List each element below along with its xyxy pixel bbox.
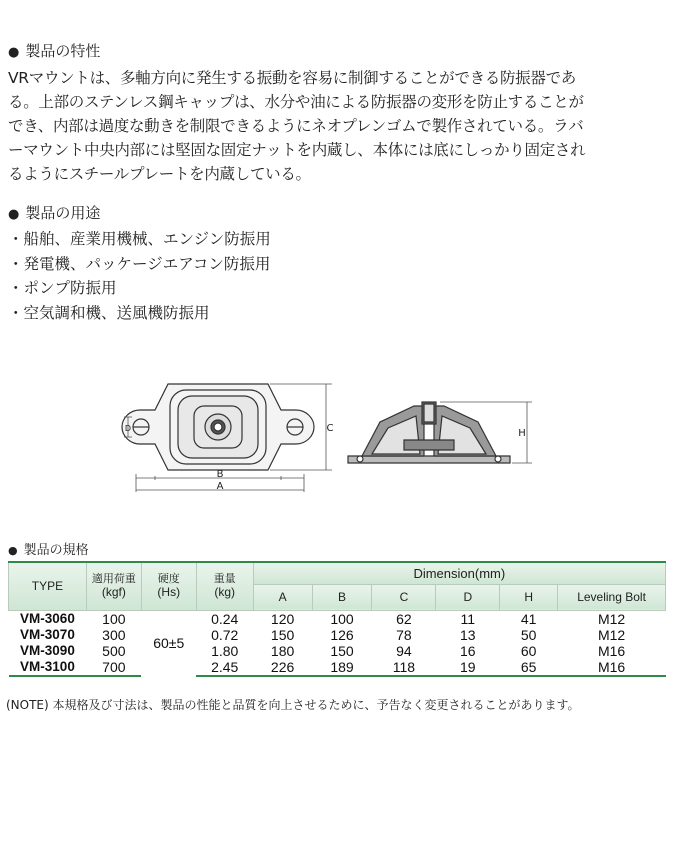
cell-d: 13 [460, 626, 476, 643]
list-item: ・発電機、パッケージエアコン防振用 [8, 254, 271, 273]
top-view [122, 384, 314, 470]
cell-h: 60 [520, 642, 537, 659]
th-load-unit: (kgf) [101, 585, 126, 600]
cell-type: VM-3070 [20, 626, 75, 642]
cell-load: 100 [102, 610, 126, 627]
th-bolt: Leveling Bolt [558, 584, 666, 610]
cell-d: 19 [436, 659, 500, 676]
table-row [9, 643, 666, 659]
cell-type: VM-3060 [20, 610, 75, 626]
cell-weight: 0.72 [211, 626, 239, 643]
cell-load: 300 [102, 626, 126, 643]
cell-c: 78 [396, 626, 412, 643]
bullet-icon: ● [8, 544, 18, 557]
dim-h-label: H [518, 428, 526, 439]
cell-h: 50 [520, 626, 537, 643]
cell-weight: 2.45 [196, 659, 253, 676]
table-row [9, 627, 666, 643]
features-line: でき、内部は過度な動きを制限できるようにネオプレンゴムで製作されている。ラバ [8, 117, 584, 135]
th-load [86, 562, 141, 610]
th-b: B [312, 584, 372, 610]
th-hardness-label: 硬度 [157, 573, 180, 586]
dim-a-label: A [216, 481, 224, 492]
cell-hardness: 60±5 [153, 635, 185, 651]
cell-bolt: M12 [597, 626, 626, 643]
th-weight-unit: (kg) [214, 585, 236, 600]
list-item: ・船舶、産業用機械、エンジン防振用 [8, 230, 271, 248]
cell-bolt: M16 [558, 659, 666, 676]
th-type: TYPE [9, 562, 87, 610]
cell-a: 226 [253, 659, 312, 676]
spec-table [8, 561, 666, 677]
cell-a: 180 [270, 642, 295, 659]
cell-weight: 1.80 [211, 642, 239, 659]
cell-type: VM-3090 [20, 642, 75, 658]
cell-bolt: M12 [597, 610, 626, 627]
cell-b: 100 [330, 610, 354, 627]
cell-h: 65 [500, 659, 558, 676]
th-load-label: 適用荷重 [91, 573, 136, 586]
th-c: C [372, 584, 436, 610]
list-item: ・空気調和機、送風機防振用 [8, 303, 210, 322]
mount-drawing [0, 370, 680, 500]
spec-heading: ● 製品の規格 [8, 543, 89, 558]
th-weight-label: 重量 [213, 573, 236, 586]
cell-load: 500 [102, 642, 126, 659]
features-line: る。上部のステンレス鋼キャップは、水分や油による防振器の変形を防止することが [8, 93, 584, 111]
spec-note: (NOTE) 本規格及び寸法は、製品の性能と品質を向上させるために、予告なく変更されることがあります。 [6, 698, 580, 712]
cell-b: 126 [330, 626, 354, 643]
cell-h: 41 [520, 610, 537, 627]
table-row [9, 659, 666, 676]
cell-b: 150 [330, 642, 354, 659]
th-hardness-unit: (Hs) [157, 585, 181, 600]
uses-heading: ● 製品の用途 [8, 204, 101, 222]
features-heading: ● 製品の特性 [8, 42, 101, 60]
cell-load: 700 [86, 659, 141, 676]
bullet-icon: ● [8, 207, 20, 222]
features-line: ーマウント中央内部には堅固な固定ナットを内蔵し、本体には底にしっかり固定され [8, 141, 586, 159]
features-line: るようにスチールプレートを内蔵している。 [8, 165, 311, 183]
th-h: H [500, 584, 558, 610]
bullet-icon: ● [8, 45, 20, 60]
dim-c-label: C [326, 423, 334, 434]
th-d: D [436, 584, 500, 610]
cell-d: 11 [460, 610, 476, 627]
th-a: A [253, 584, 312, 610]
cell-type: VM-3100 [9, 659, 87, 676]
cell-c: 118 [372, 659, 436, 676]
th-hardness [141, 562, 196, 610]
features-paragraph [8, 66, 672, 186]
cell-d: 16 [460, 642, 476, 659]
table-row [9, 610, 666, 627]
cell-c: 62 [396, 610, 412, 627]
th-dimension: Dimension(mm) [253, 562, 665, 584]
features-line: VRマウントは、多軸方向に発生する振動を容易に制御することができる防振器であ [8, 69, 576, 87]
cell-a: 150 [270, 626, 295, 643]
side-view [348, 402, 510, 463]
cell-c: 94 [396, 642, 412, 659]
cell-b: 189 [312, 659, 372, 676]
dim-b-label: B [216, 469, 224, 480]
uses-list [8, 227, 271, 325]
th-weight [196, 562, 253, 610]
cell-a: 120 [270, 610, 295, 627]
cell-weight: 0.24 [211, 610, 239, 627]
dim-d-label: D [124, 424, 132, 433]
list-item: ・ポンプ防振用 [8, 279, 117, 297]
cell-bolt: M16 [597, 642, 626, 659]
